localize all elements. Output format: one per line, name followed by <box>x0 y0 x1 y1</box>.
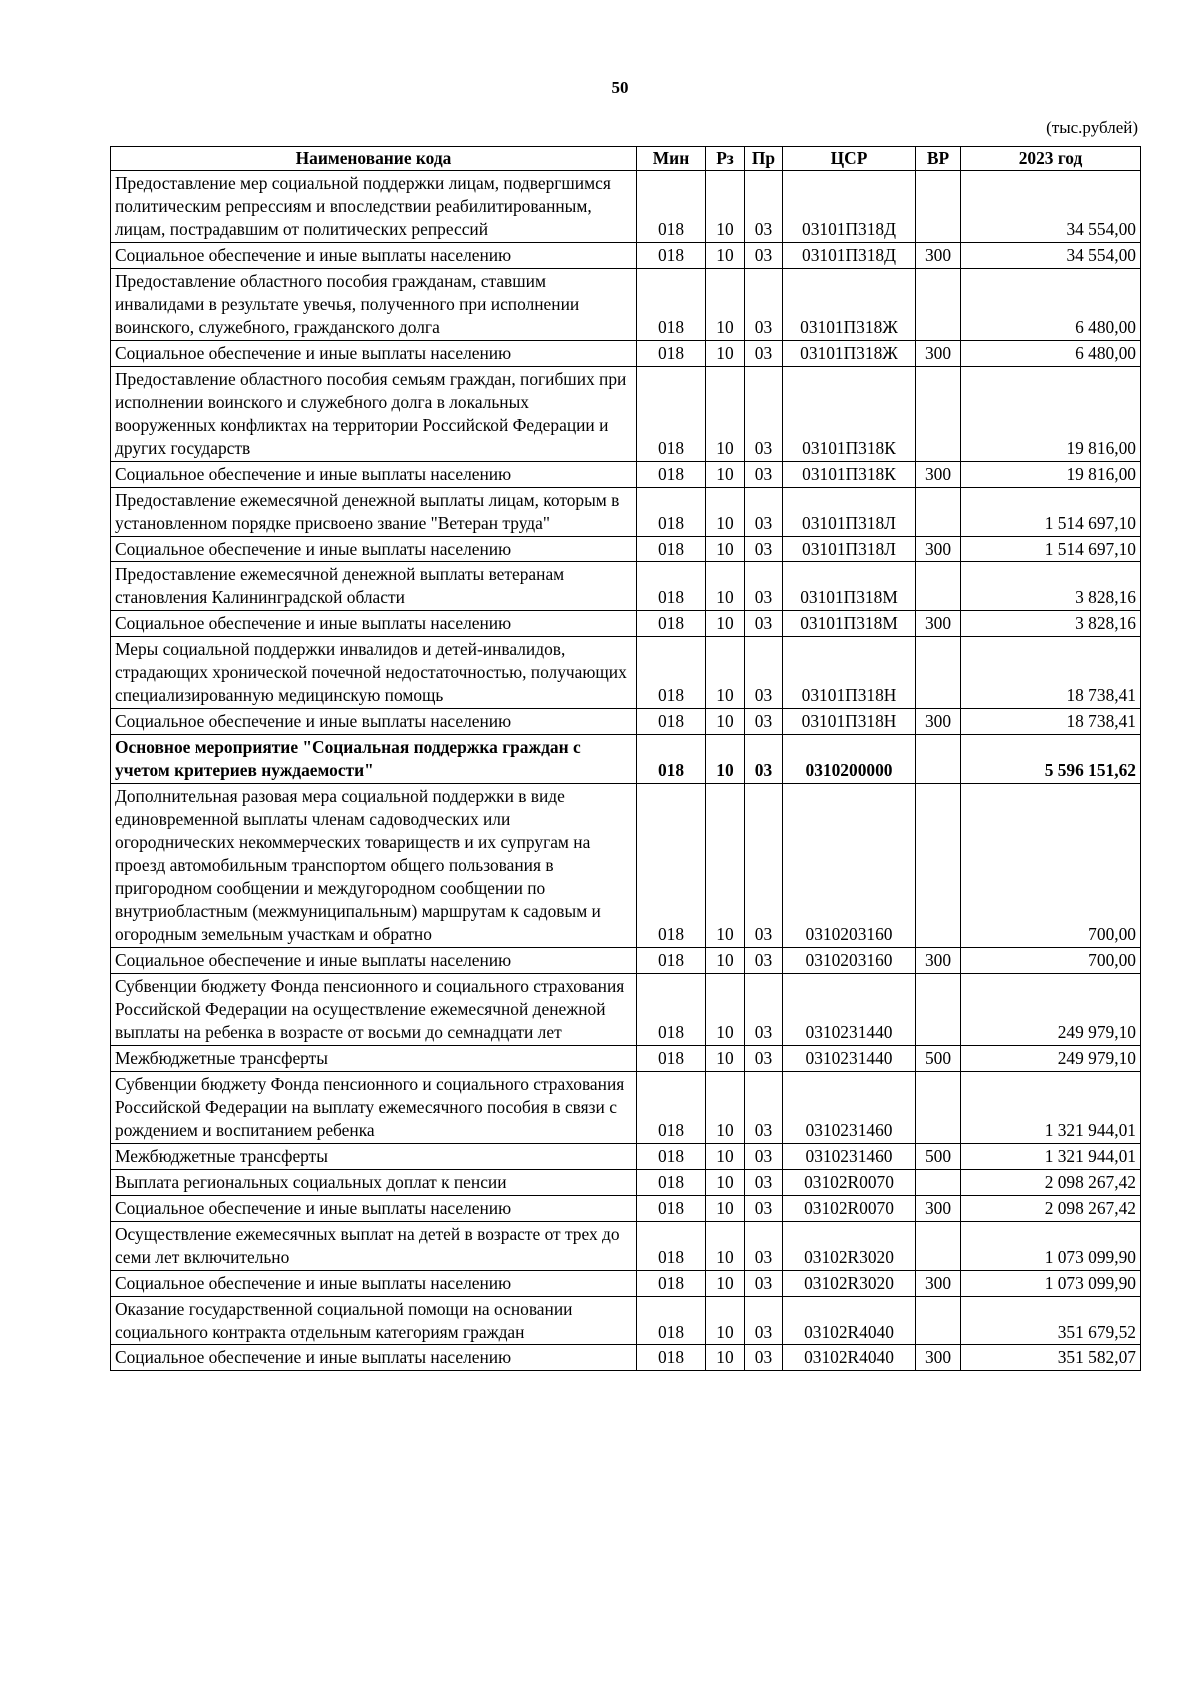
cell-name: Социальное обеспечение и иные выплаты населению <box>111 461 637 487</box>
cell-name: Оказание государственной социальной помощи на основании социального контракта отдельным категориям граждан <box>111 1296 637 1345</box>
cell-rz: 10 <box>706 1071 745 1143</box>
cell-amount: 34 554,00 <box>961 170 1141 242</box>
cell-rz: 10 <box>706 366 745 461</box>
table-header <box>111 147 1141 171</box>
table-row <box>111 973 1141 1045</box>
cell-min: 018 <box>637 487 706 536</box>
cell-amount: 249 979,10 <box>961 1045 1141 1071</box>
table-row <box>111 1296 1141 1345</box>
cell-rz: 10 <box>706 1221 745 1270</box>
cell-name: Субвенции бюджету Фонда пенсионного и социального страхования Российской Федерации на осуществление ежемесячной денежной выплаты на ребенка в возрасте от восьми до семнадцати лет <box>111 973 637 1045</box>
cell-name: Выплата региональных социальных доплат к пенсии <box>111 1169 637 1195</box>
cell-pr: 03 <box>745 268 783 340</box>
table-row <box>111 709 1141 735</box>
cell-amount: 19 816,00 <box>961 366 1141 461</box>
cell-name: Предоставление областного пособия семьям граждан, погибших при исполнении воинского и служебного долга в локальных вооруженных конфликтах на территории Российской Федерации и других государств <box>111 366 637 461</box>
cell-name: Социальное обеспечение и иные выплаты населению <box>111 340 637 366</box>
cell-rz: 10 <box>706 947 745 973</box>
cell-vr: 300 <box>916 709 961 735</box>
cell-min: 018 <box>637 366 706 461</box>
cell-vr: 300 <box>916 947 961 973</box>
cell-rz: 10 <box>706 784 745 948</box>
cell-pr: 03 <box>745 1143 783 1169</box>
cell-amount: 1 073 099,90 <box>961 1221 1141 1270</box>
cell-rz: 10 <box>706 461 745 487</box>
cell-rz: 10 <box>706 1270 745 1296</box>
cell-rz: 10 <box>706 170 745 242</box>
table-row <box>111 170 1141 242</box>
cell-csr: 03102R3020 <box>783 1270 916 1296</box>
cell-amount: 351 582,07 <box>961 1345 1141 1371</box>
cell-min: 018 <box>637 1169 706 1195</box>
table-row <box>111 562 1141 611</box>
cell-min: 018 <box>637 735 706 784</box>
cell-vr <box>916 1221 961 1270</box>
cell-csr: 03101П318Д <box>783 242 916 268</box>
cell-vr <box>916 784 961 948</box>
cell-min: 018 <box>637 536 706 562</box>
cell-vr: 500 <box>916 1143 961 1169</box>
cell-pr: 03 <box>745 709 783 735</box>
cell-pr: 03 <box>745 461 783 487</box>
cell-name: Социальное обеспечение и иные выплаты населению <box>111 1195 637 1221</box>
cell-rz: 10 <box>706 1296 745 1345</box>
cell-min: 018 <box>637 1221 706 1270</box>
cell-amount: 3 828,16 <box>961 562 1141 611</box>
cell-csr: 03101П318Ж <box>783 340 916 366</box>
cell-rz: 10 <box>706 973 745 1045</box>
cell-vr: 300 <box>916 1195 961 1221</box>
cell-csr: 0310231440 <box>783 973 916 1045</box>
cell-min: 018 <box>637 1143 706 1169</box>
cell-csr: 03101П318Л <box>783 536 916 562</box>
table-body <box>111 170 1141 1370</box>
cell-min: 018 <box>637 947 706 973</box>
cell-min: 018 <box>637 1270 706 1296</box>
cell-rz: 10 <box>706 1143 745 1169</box>
cell-csr: 03101П318К <box>783 461 916 487</box>
cell-vr <box>916 637 961 709</box>
table-row <box>111 637 1141 709</box>
cell-pr: 03 <box>745 735 783 784</box>
cell-min: 018 <box>637 242 706 268</box>
cell-name: Меры социальной поддержки инвалидов и детей-инвалидов, страдающих хронической почечной недостаточностью, получающих специализированную медицинскую помощь <box>111 637 637 709</box>
cell-vr: 500 <box>916 1045 961 1071</box>
cell-name: Социальное обеспечение и иные выплаты населению <box>111 242 637 268</box>
cell-vr: 300 <box>916 340 961 366</box>
cell-csr: 03102R0070 <box>783 1169 916 1195</box>
cell-vr: 300 <box>916 461 961 487</box>
table-row <box>111 1143 1141 1169</box>
table-row <box>111 784 1141 948</box>
cell-min: 018 <box>637 461 706 487</box>
cell-csr: 03102R3020 <box>783 1221 916 1270</box>
cell-csr: 03102R4040 <box>783 1345 916 1371</box>
cell-amount: 18 738,41 <box>961 637 1141 709</box>
cell-amount: 1 073 099,90 <box>961 1270 1141 1296</box>
cell-pr: 03 <box>745 366 783 461</box>
cell-amount: 34 554,00 <box>961 242 1141 268</box>
table-row <box>111 947 1141 973</box>
cell-min: 018 <box>637 340 706 366</box>
cell-name: Осуществление ежемесячных выплат на детей в возрасте от трех до семи лет включительно <box>111 1221 637 1270</box>
cell-csr: 03102R4040 <box>783 1296 916 1345</box>
cell-csr: 0310200000 <box>783 735 916 784</box>
cell-amount: 2 098 267,42 <box>961 1195 1141 1221</box>
cell-pr: 03 <box>745 784 783 948</box>
cell-csr: 03101П318Ж <box>783 268 916 340</box>
cell-min: 018 <box>637 1296 706 1345</box>
cell-csr: 0310231440 <box>783 1045 916 1071</box>
cell-vr: 300 <box>916 536 961 562</box>
cell-name: Межбюджетные трансферты <box>111 1143 637 1169</box>
table-row <box>111 735 1141 784</box>
cell-name: Предоставление ежемесячной денежной выплаты ветеранам становления Калининградской области <box>111 562 637 611</box>
cell-pr: 03 <box>745 1270 783 1296</box>
cell-name: Дополнительная разовая мера социальной поддержки в виде единовременной выплаты членам садоводческих или огороднических некоммерческих товариществ и их супругам на проезд автомобильным транспортом общего пользования в пригородном сообщении и междугородном сообщении по внутриобластным (межмуниципальным) маршрутам к садовым и огородным земельным участкам и обратно <box>111 784 637 948</box>
cell-rz: 10 <box>706 536 745 562</box>
cell-rz: 10 <box>706 268 745 340</box>
cell-vr: 300 <box>916 611 961 637</box>
cell-vr: 300 <box>916 242 961 268</box>
cell-csr: 0310203160 <box>783 947 916 973</box>
cell-vr <box>916 1169 961 1195</box>
cell-amount: 1 321 944,01 <box>961 1071 1141 1143</box>
header-year: 2023 год <box>961 147 1141 171</box>
cell-min: 018 <box>637 268 706 340</box>
cell-min: 018 <box>637 1071 706 1143</box>
cell-name: Социальное обеспечение и иные выплаты населению <box>111 709 637 735</box>
cell-min: 018 <box>637 709 706 735</box>
cell-csr: 03101П318К <box>783 366 916 461</box>
table-row <box>111 1195 1141 1221</box>
cell-csr: 03101П318Л <box>783 487 916 536</box>
cell-pr: 03 <box>745 973 783 1045</box>
table-row <box>111 1045 1141 1071</box>
cell-vr <box>916 1071 961 1143</box>
cell-csr: 03101П318Д <box>783 170 916 242</box>
header-name: Наименование кода <box>111 147 637 171</box>
cell-min: 018 <box>637 1195 706 1221</box>
header-rz: Рз <box>706 147 745 171</box>
cell-pr: 03 <box>745 1221 783 1270</box>
header-pr: Пр <box>745 147 783 171</box>
cell-csr: 03101П318Н <box>783 637 916 709</box>
cell-amount: 249 979,10 <box>961 973 1141 1045</box>
cell-csr: 03101П318М <box>783 611 916 637</box>
table-row <box>111 1345 1141 1371</box>
cell-rz: 10 <box>706 1169 745 1195</box>
cell-amount: 1 514 697,10 <box>961 487 1141 536</box>
cell-name: Социальное обеспечение и иные выплаты населению <box>111 611 637 637</box>
cell-pr: 03 <box>745 637 783 709</box>
cell-name: Социальное обеспечение и иные выплаты населению <box>111 947 637 973</box>
cell-csr: 03102R0070 <box>783 1195 916 1221</box>
cell-name: Предоставление ежемесячной денежной выплаты лицам, которым в установленном порядке присвоено звание "Ветеран труда" <box>111 487 637 536</box>
cell-name: Субвенции бюджету Фонда пенсионного и социального страхования Российской Федерации на выплату ежемесячного пособия в связи с рождением и воспитанием ребенка <box>111 1071 637 1143</box>
cell-name: Социальное обеспечение и иные выплаты населению <box>111 1270 637 1296</box>
cell-amount: 700,00 <box>961 784 1141 948</box>
cell-rz: 10 <box>706 1195 745 1221</box>
table-row <box>111 1221 1141 1270</box>
table-row <box>111 1270 1141 1296</box>
cell-rz: 10 <box>706 340 745 366</box>
cell-pr: 03 <box>745 1169 783 1195</box>
cell-vr <box>916 735 961 784</box>
cell-amount: 18 738,41 <box>961 709 1141 735</box>
budget-table <box>110 146 1141 1371</box>
cell-amount: 3 828,16 <box>961 611 1141 637</box>
cell-rz: 10 <box>706 242 745 268</box>
table-row <box>111 487 1141 536</box>
cell-csr: 0310231460 <box>783 1143 916 1169</box>
cell-amount: 700,00 <box>961 947 1141 973</box>
cell-rz: 10 <box>706 1045 745 1071</box>
cell-rz: 10 <box>706 611 745 637</box>
cell-vr <box>916 170 961 242</box>
cell-vr <box>916 1296 961 1345</box>
cell-vr: 300 <box>916 1270 961 1296</box>
cell-rz: 10 <box>706 562 745 611</box>
cell-amount: 5 596 151,62 <box>961 735 1141 784</box>
table-row <box>111 340 1141 366</box>
cell-amount: 19 816,00 <box>961 461 1141 487</box>
cell-amount: 1 321 944,01 <box>961 1143 1141 1169</box>
cell-pr: 03 <box>745 1296 783 1345</box>
cell-rz: 10 <box>706 709 745 735</box>
cell-min: 018 <box>637 637 706 709</box>
cell-csr: 0310231460 <box>783 1071 916 1143</box>
table-row <box>111 268 1141 340</box>
cell-amount: 6 480,00 <box>961 340 1141 366</box>
cell-amount: 351 679,52 <box>961 1296 1141 1345</box>
cell-pr: 03 <box>745 1045 783 1071</box>
header-csr: ЦСР <box>783 147 916 171</box>
cell-rz: 10 <box>706 735 745 784</box>
cell-csr: 0310203160 <box>783 784 916 948</box>
cell-vr <box>916 973 961 1045</box>
cell-pr: 03 <box>745 562 783 611</box>
cell-pr: 03 <box>745 1345 783 1371</box>
cell-name: Предоставление мер социальной поддержки лицам, подвергшимся политическим репрессиям и впоследствии реабилитированным, лицам, пострадавшим от политических репрессий <box>111 170 637 242</box>
cell-amount: 6 480,00 <box>961 268 1141 340</box>
cell-name: Предоставление областного пособия гражданам, ставшим инвалидами в результате увечья, полученного при исполнении воинского, служебного, гражданского долга <box>111 268 637 340</box>
table-row <box>111 461 1141 487</box>
cell-amount: 1 514 697,10 <box>961 536 1141 562</box>
cell-vr <box>916 366 961 461</box>
cell-min: 018 <box>637 1345 706 1371</box>
cell-vr: 300 <box>916 1345 961 1371</box>
table-row <box>111 1169 1141 1195</box>
cell-amount: 2 098 267,42 <box>961 1169 1141 1195</box>
cell-min: 018 <box>637 611 706 637</box>
cell-name: Основное мероприятие "Социальная поддержка граждан с учетом критериев нуждаемости" <box>111 735 637 784</box>
units-label: (тыс.рублей) <box>1046 118 1138 137</box>
cell-pr: 03 <box>745 1071 783 1143</box>
cell-name: Социальное обеспечение и иные выплаты населению <box>111 536 637 562</box>
cell-min: 018 <box>637 562 706 611</box>
cell-min: 018 <box>637 784 706 948</box>
table-row <box>111 1071 1141 1143</box>
table-row <box>111 611 1141 637</box>
header-row <box>111 147 1141 171</box>
cell-vr <box>916 562 961 611</box>
cell-pr: 03 <box>745 170 783 242</box>
page-number: 50 <box>611 78 629 97</box>
cell-csr: 03101П318Н <box>783 709 916 735</box>
cell-pr: 03 <box>745 242 783 268</box>
cell-name: Социальное обеспечение и иные выплаты населению <box>111 1345 637 1371</box>
cell-min: 018 <box>637 170 706 242</box>
table-row <box>111 536 1141 562</box>
cell-vr <box>916 487 961 536</box>
cell-pr: 03 <box>745 947 783 973</box>
cell-rz: 10 <box>706 487 745 536</box>
cell-csr: 03101П318М <box>783 562 916 611</box>
cell-min: 018 <box>637 973 706 1045</box>
header-min: Мин <box>637 147 706 171</box>
cell-pr: 03 <box>745 487 783 536</box>
cell-pr: 03 <box>745 611 783 637</box>
header-vr: ВР <box>916 147 961 171</box>
table-row <box>111 242 1141 268</box>
table-row <box>111 366 1141 461</box>
cell-pr: 03 <box>745 1195 783 1221</box>
cell-name: Межбюджетные трансферты <box>111 1045 637 1071</box>
cell-rz: 10 <box>706 1345 745 1371</box>
cell-pr: 03 <box>745 340 783 366</box>
cell-min: 018 <box>637 1045 706 1071</box>
cell-rz: 10 <box>706 637 745 709</box>
cell-pr: 03 <box>745 536 783 562</box>
cell-vr <box>916 268 961 340</box>
